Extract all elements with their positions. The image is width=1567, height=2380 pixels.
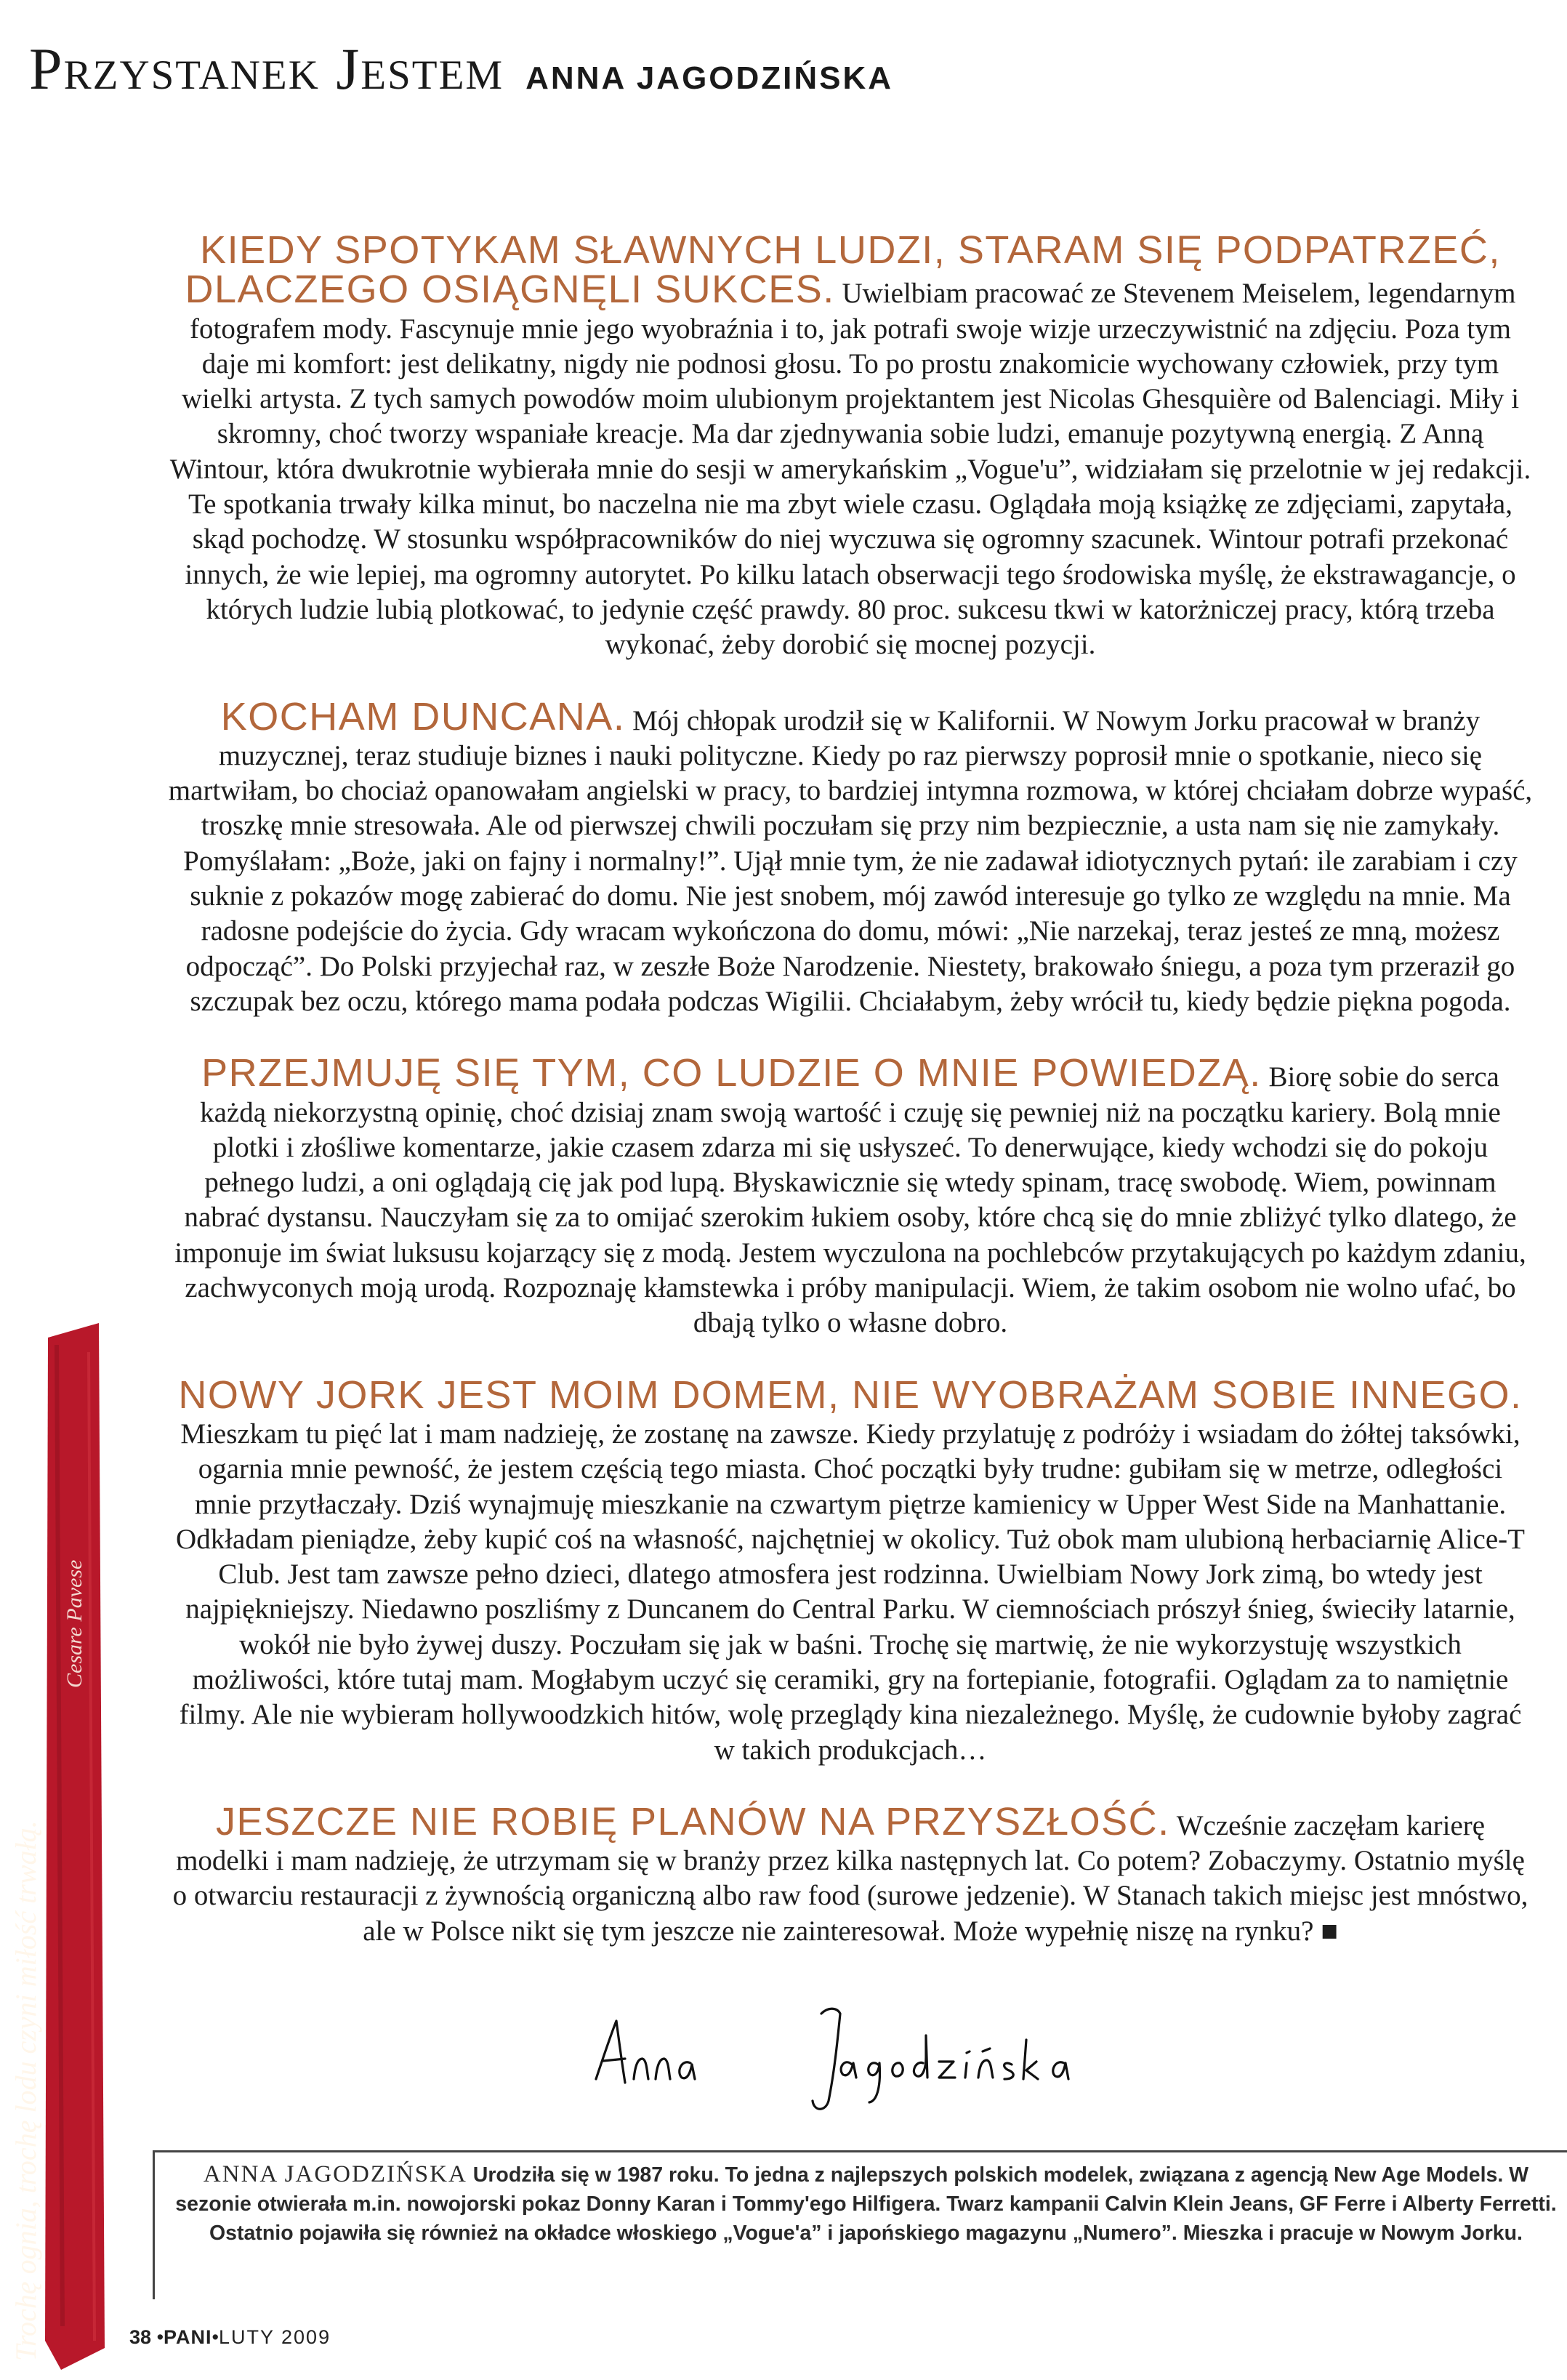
section-lead: JESZCZE NIE ROBIĘ PLANÓW NA PRZYSZŁOŚĆ. [215, 1799, 1170, 1844]
page-footer [129, 2326, 331, 2349]
page-number: 38 [129, 2326, 152, 2348]
footer-separator: • [212, 2326, 219, 2348]
issue-date: LUTY 2009 [218, 2326, 331, 2348]
section-lead: KIEDY SPOTYKAM SŁAWNYCH LUDZI, STARAM SIĘ PODPATRZEĆ, DLACZEGO OSIĄGNĘLI SUKCES. [185, 228, 1501, 312]
ribbon-quote: Trochę ognia, trochę lodu czyni miłość trwałą. [9, 1820, 42, 2361]
end-mark: ■ [1321, 1915, 1338, 1947]
section-text: Mój chłopak urodził się w Kalifornii. W Nowym Jorku pracował w branży muzycznej, teraz studiuje biznes i nauki polityczne. Kiedy po raz pierwszy poprosił mnie o spotkanie, nieco się martwiłam, bo chociaż opanowałam angielski w pracy, to bardziej intymna rozmowa, w której chciałam dobrze wypaść, troszkę mnie stresowała. Ale od pierwszej chwili poczułam się przy nim bezpiecznie, a usta nam się nie zamykały. Pomyślałam: „Boże, jaki on fajny i normalny!”. Ujął mnie tym, że nie zadawał idiotycznych pytań: ile zarabiam i czy suknie z pokazów mogę zabierać do domu. Nie jest snobem, mój zawód interesuje go tylko ze względu na mnie. Ma radosne podejście do życia. Gdy wracam wykończona do domu, mówi: „Nie narzekaj, teraz jesteś ze mną, możesz odpocząć”. Do Polski przyjechał raz, w zeszłe Boże Narodzenie. Niestety, brakowało śniegu, a poza tym przeraził go szczupak bez oczu, którego mama podała podczas Wigilii. Chciałabym, żeby wrócił tu, kiedy będzie piękna pogoda. [168, 704, 1533, 1017]
section-paragraph [167, 1372, 1534, 1768]
article-author: ANNA JAGODZIŃSKA [525, 60, 894, 96]
section-text: Uwielbiam pracować ze Stevenem Meiselem, legendarnym fotografem mody. Fascynuje mnie jego wyobraźnia i to, jak potrafi swoje wizje urzeczywistnić na zdjęciu. Poza tym daje mi komfort: jest delikatny, nigdy nie podnosi głosu. To po prostu znakomicie wychowany człowiek, przy tym wielki artysta. Z tych samych powodów moim ulubionym projektantem jest Nicolas Ghesquière od Balenciagi. Miły i skromny, choć tworzy wspaniałe kreacje. Ma dar zjednywania sobie ludzi, emanuje pozytywną energią. Z Anną Wintour, która dwukrotnie wybierała mnie do sesji w amerykańskim „Vogue'u”, widziałam się przelotnie w jej redakcji. Te spotkania trwały kilka minut, bo naczelna nie ma zbyt wiele czasu. Oglądała moją książkę ze zdjęciami, zapytała, skąd pochodzę. W stosunku współpracowników do niej wyczuwa się ogromny szacunek. Wintour potrafi przekonać innych, że wie lepiej, ma ogromny autorytet. Po kilku latach obserwacji tego środowiska myślę, że ekstrawagancje, o których ludzie lubią plotkować, to jedynie część prawdy. 80 proc. sukcesu tkwi w katorżniczej pracy, którą trzeba wykonać, żeby dorobić się mocnej pozycji. [169, 278, 1531, 661]
section-paragraph [167, 694, 1534, 1020]
author-bio-box [153, 2150, 1567, 2299]
section-lead: NOWY JORK JEST MOIM DOMEM, NIE WYOBRAŻAM SOBIE INNEGO. [178, 1372, 1523, 1417]
article-title: Przystanek Jestem [29, 36, 504, 102]
bio-name: ANNA JAGODZIŃSKA [203, 2161, 467, 2187]
section-lead: KOCHAM DUNCANA. [220, 694, 626, 739]
publication-name: PANI [164, 2326, 212, 2348]
article-body [167, 228, 1534, 1949]
section-paragraph [167, 1051, 1534, 1340]
section-paragraph [167, 1799, 1534, 1949]
ribbon-credit: Cesare Pavese [63, 1559, 86, 1688]
article-header [29, 35, 1541, 115]
handwritten-signature [581, 1992, 1163, 2115]
section-lead: PRZEJMUJĘ SIĘ TYM, CO LUDZIE O MNIE POWIEDZĄ. [201, 1051, 1262, 1095]
section-text: Mieszkam tu pięć lat i mam nadzieję, że zostanę na zawsze. Kiedy przylatuję z podróży i wsiadam do żółtej taksówki, ogarnia mnie pewność, że jestem częścią tego miasta. Choć początki były trudne: gubiłam się w metrze, odległości mnie przytłaczały. Dziś wynajmuję mieszkanie na czwartym piętrze kamienicy w Upper West Side na Manhattanie. Odkładam pieniądze, żeby kupić coś na własność, najchętniej w okolicy. Tuż obok mam ulubioną herbaciarnię Alice-T Club. Jest tam zawsze pełno dzieci, dlatego atmosfera jest rodzinna. Uwielbiam Nowy Jork zimą, bo wtedy jest najpiękniejszy. Niedawno poszliśmy z Duncanem do Central Parku. W ciemnościach prószył śnieg, świeciły latarnie, wokół nie było żywej duszy. Poczułam się jak w baśni. Trochę się martwię, że nie wykorzystuję wszystkich możliwości, które tutaj mam. Mogłabym uczyć się ceramiki, gry na fortepianie, fotografii. Oglądam za to namiętnie filmy. Ale nie wybieram hollywoodzkich hitów, wolę przeglądy kina niezależnego. Myślę, że cudownie byłoby zagrać w takich produkcjach… [176, 1418, 1525, 1766]
bio-text: Urodziła się w 1987 roku. To jedna z najlepszych polskich modelek, związana z agencją New Age Models. W sezonie otwierała m.in. nowojorski pokaz Donny Karan i Tommy'ego Hilfigera. Twarz kampanii Calvin Klein Jeans, GF Ferre i Alberty Ferretti. Ostatnio pojawiła się również na okładce włoskiego „Vogue'a” i japońskiego magazynu „Numero”. Mieszka i pracuje w Nowym Jorku. [175, 2163, 1557, 2245]
section-text: Wcześnie zaczęłam karierę modelki i mam nadzieję, że utrzymam się w branży przez kilka następnych lat. Co potem? Zobaczymy. Ostatnio myślę o otwarciu restauracji z żywnością organiczną albo raw food (surowe jedzenie). W Stanach takich miejsc jest mnóstwo, ale w Polsce nikt się tym jeszcze nie zainteresował. Może wypełnię niszę na rynku? [172, 1809, 1528, 1947]
footer-separator: • [156, 2326, 164, 2348]
section-paragraph [167, 228, 1534, 663]
section-text: Biorę sobie do serca każdą niekorzystną opinię, choć dzisiaj znam swoją wartość i czuję się pewniej niż na początku kariery. Bolą mnie plotki i złośliwe komentarze, jakie czasem zdarza mi się usłyszeć. To denerwujące, kiedy wchodzi się do pokoju pełnego ludzi, a oni oglądają cię jak pod lupą. Błyskawicznie się wtedy spinam, tracę swobodę. Wiem, powinnam nabrać dystansu. Nauczyłam się za to omijać szerokim łukiem osoby, które chcą się do mnie zbliżyć tylko dlatego, że imponuje im świat luksusu kojarzący się z modą. Jestem wyczulona na pochlebców przytakujących po każdym zdaniu, zachwyconych moją urodą. Rozpoznaję kłamstewka i próby manipulacji. Wiem, że takim osobom nie wolno ufać, bo dbają tylko o własne dobro. [174, 1061, 1526, 1339]
